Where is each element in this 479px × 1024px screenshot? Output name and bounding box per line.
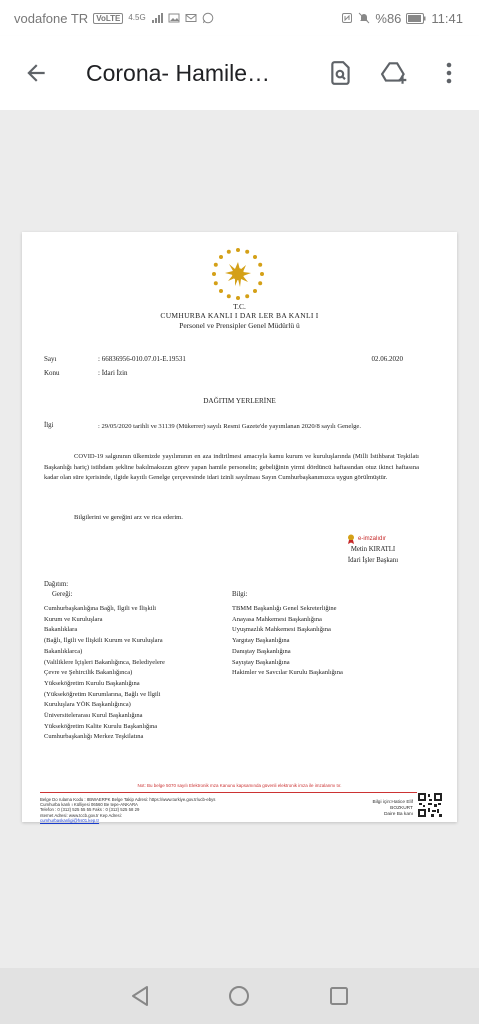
list-item: Üniversitelerarası Kurul Başkanlığına [44,712,143,720]
footer-line-text: Telefon : 0 (312) 525 55 55 Faks : 0 (312) 525 58 29 [40,807,140,813]
kep-address-link[interactable]: cumhurbaskanligi@hs01.kep.tr [40,817,100,823]
footer-right-line: Daire Ba kanı [383,812,413,817]
geregi-list [44,604,229,743]
document-date: 02.06.2020 [371,355,403,363]
document-department: Personel ve Prensipler Genel Müdürlü ü [179,321,300,330]
nav-recents-button[interactable] [324,981,354,1011]
list-item: Sayıştay Başkanlığına [232,658,290,666]
list-item: Hakimler ve Savcılar Kurulu Başkanlığına [232,669,343,677]
footer-line-text: Belge Do rulama Kodu : 8BWAERPK Belge Takip Adresi: https://www.turkiye.gov.tr/ucb-ebys [40,797,216,802]
mail-icon [185,12,197,24]
list-item: Yükseköğretim Kalite Kurulu Başkanlığına [44,722,158,730]
ilgi-label: İlgi [44,422,54,429]
whatsapp-icon [202,12,214,24]
list-item: Cumhurbaşkanlığına Bağlı, İlgili ve İlişkili [44,605,157,612]
list-item: Anayasa Mahkemesi Başkanlığına [232,615,322,623]
sayi-value: : 66836956-010.07.01-E.19531 [98,355,186,363]
more-vert-icon [446,61,452,85]
nfc-icon [341,12,353,24]
list-item: Uyuşmazlık Mahkemesi Başkanlığına [232,626,331,634]
volte-badge: VoLTE [93,13,123,24]
list-item: Bakanlıklarca) [44,647,83,655]
add-to-drive-icon [381,60,409,86]
document-organization: CUMHURBA KANLI I DAR LER BA KANLI I [160,311,319,320]
back-arrow-icon [23,60,49,86]
list-item: (Yükseköğretim Kurumlarına, Bağlı ve İlgili [44,690,161,698]
app-bar [0,36,479,110]
nav-back-button[interactable] [125,981,155,1011]
footer-right-line: Bilgi için:Hatice Elif [372,800,413,805]
status-bar [0,0,479,36]
nav-home-button[interactable] [224,981,254,1011]
distribution-heading: DAĞITIM YERLERİNE [203,397,276,405]
battery-icon [406,13,426,24]
konu-value: : İdari İzin [98,369,128,377]
signal-icon [151,12,163,24]
search-document-icon [328,60,354,86]
konu-label: Konu [44,369,60,377]
list-item: TBMM Başkanlığı Genel Sekreterliğine [232,605,337,612]
list-item: Danıştay Başkanlığına [232,647,291,655]
status-right [341,11,463,26]
footer-note: Not: Bu belge 5070 sayılı Elektronik mza Kanunu kapsamında güvenli elektronik imza ile imzalanmı tır. [137,783,342,788]
list-item: Çevre ve Şehircilik Bakanlığınca) [44,669,133,677]
system-nav-bar [0,968,479,1024]
add-to-drive-button[interactable] [377,55,413,91]
document-body: COVID-19 salgınının ülkemizde yayılımının en aza indirilmesi amacıyla kamu kurum ve kuruluşlarında (Milli İstihbarat Teşkilatı Başkanlığı hariç) istihdam şekline bakılmaksızın görev yapan hamile personelin; gebeliğinin yirmi dördüncü haftasından otuz ikinci haftasına kadar olan süre içerisinde, ilgide kayıtlı Genelge çerçevesinde idari izinli sayılması Sayın Cumhurbaşkanımızca uygun görülmüştür. [44,453,419,481]
back-button[interactable] [16,53,56,93]
document-title: Corona- Hamile… [86,59,271,86]
document-tc: T.C. [233,302,246,311]
carrier-label: vodafone TR [14,10,89,26]
sayi-label: Sayı [44,355,57,363]
battery-percent: %86 [375,10,402,26]
dagitim-label: Dağıtım: [44,581,69,588]
geregi-label: Gereği: [52,591,73,598]
bilgi-label: Bilgi: [232,591,248,598]
document-closing: Bilgilerini ve gereğini arz ve rica ederim. [74,514,183,521]
document-page[interactable] [22,232,457,822]
footer-line-text: nternet Adresi: www.tccb.gov.tr Kep Adresi: [40,812,122,818]
list-item: (Bağlı, İlgili ve İlişkili Kurum ve Kuruluşlara [44,637,163,645]
home-circle-icon [228,985,250,1007]
footer-line-text: Cumhurba kanlı ı Külliyesi 06560 Be tepe-ANKARA [40,802,138,808]
e-signature-label: e-imzalıdır [358,536,387,542]
list-item: Kurum ve Kuruluşlara [44,615,103,623]
ilgi-text: : 29/05/2020 tarihli ve 31139 (Mükerrer) sayılı Resmi Gazete'de yayımlanan 2020/8 sayılı Genelge. [98,423,361,430]
e-signature-badge [347,534,386,544]
more-options-button[interactable] [431,55,467,91]
status-left [14,11,214,26]
list-item: Yükseköğretim Kurulu Başkanlığına [44,679,140,687]
network-type: 4.5G [128,13,146,22]
presidential-emblem-icon [210,246,266,302]
clock: 11:41 [431,10,463,26]
silent-icon [358,12,370,24]
list-item: Kuruluşlara YÖK Başkanlığınca) [44,701,131,709]
app-actions [323,55,467,91]
signer-name: Metin KIRATLI [350,546,396,553]
footer-contact [40,797,215,823]
footer-contact-person [372,800,413,818]
signer-title: İdari İşler Başkanı [347,557,399,564]
bilgi-list [232,604,432,679]
footer-divider [40,792,440,793]
image-icon [168,12,180,24]
list-item: Bakanlıklara [44,626,78,634]
seal-icon [347,534,355,544]
recents-square-icon [329,986,349,1006]
qr-code-icon [417,792,443,818]
list-item: Cumhurbaşkanlığı Merkez Teşkilatına [44,733,144,741]
footer-right-line: BOZKURT [390,806,413,811]
search-in-document-button[interactable] [323,55,359,91]
list-item: Yargıtay Başkanlığına [232,637,290,645]
back-triangle-icon [130,985,150,1007]
pdf-viewer[interactable] [0,110,479,968]
list-item: (Valiliklere İçişleri Bakanlığınca, Belediyelere [44,658,165,666]
